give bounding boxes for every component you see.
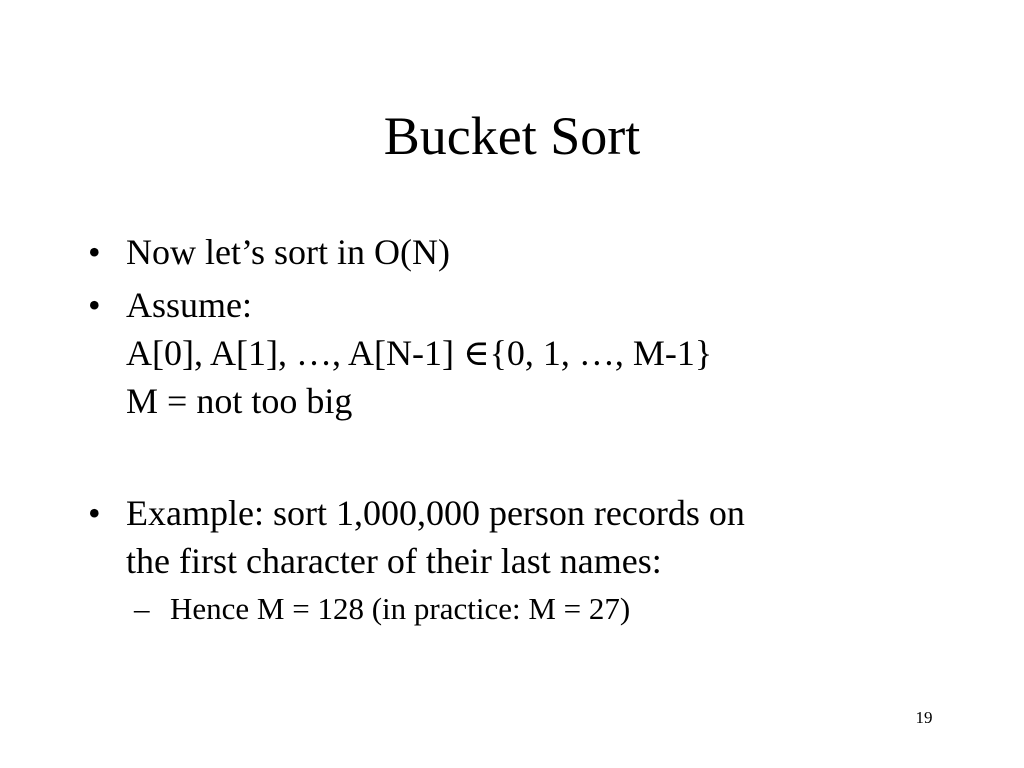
sub-bullet-dash: – (134, 591, 150, 626)
bullet-dot: • (88, 232, 101, 272)
m-size-line: M = not too big (126, 381, 353, 421)
slide-title: Bucket Sort (383, 106, 641, 166)
page-number: 19 (915, 708, 933, 727)
assume-label: Assume: (126, 285, 252, 325)
bullet-dot: • (88, 285, 101, 325)
bullet-list (88, 228, 968, 629)
sub-bullet-text: Hence M = 128 (in practice: M = 27) (170, 591, 631, 626)
sub-bullet-item-m-value (126, 589, 968, 629)
bullet-item-assumptions (88, 281, 968, 425)
bullet-item-sort-in-linear-time (88, 228, 968, 276)
bullet-text: Now let’s sort in O(N) (126, 232, 450, 272)
example-line-2: the first character of their last names: (126, 541, 662, 581)
example-line-1: Example: sort 1,000,000 person records on (126, 493, 745, 533)
array-domain-line: A[0], A[1], …, A[N-1] ∈{0, 1, …, M-1} (126, 333, 713, 373)
bullet-item-example (88, 489, 968, 629)
sub-bullet-list (126, 589, 968, 629)
bullet-dot: • (88, 493, 101, 533)
